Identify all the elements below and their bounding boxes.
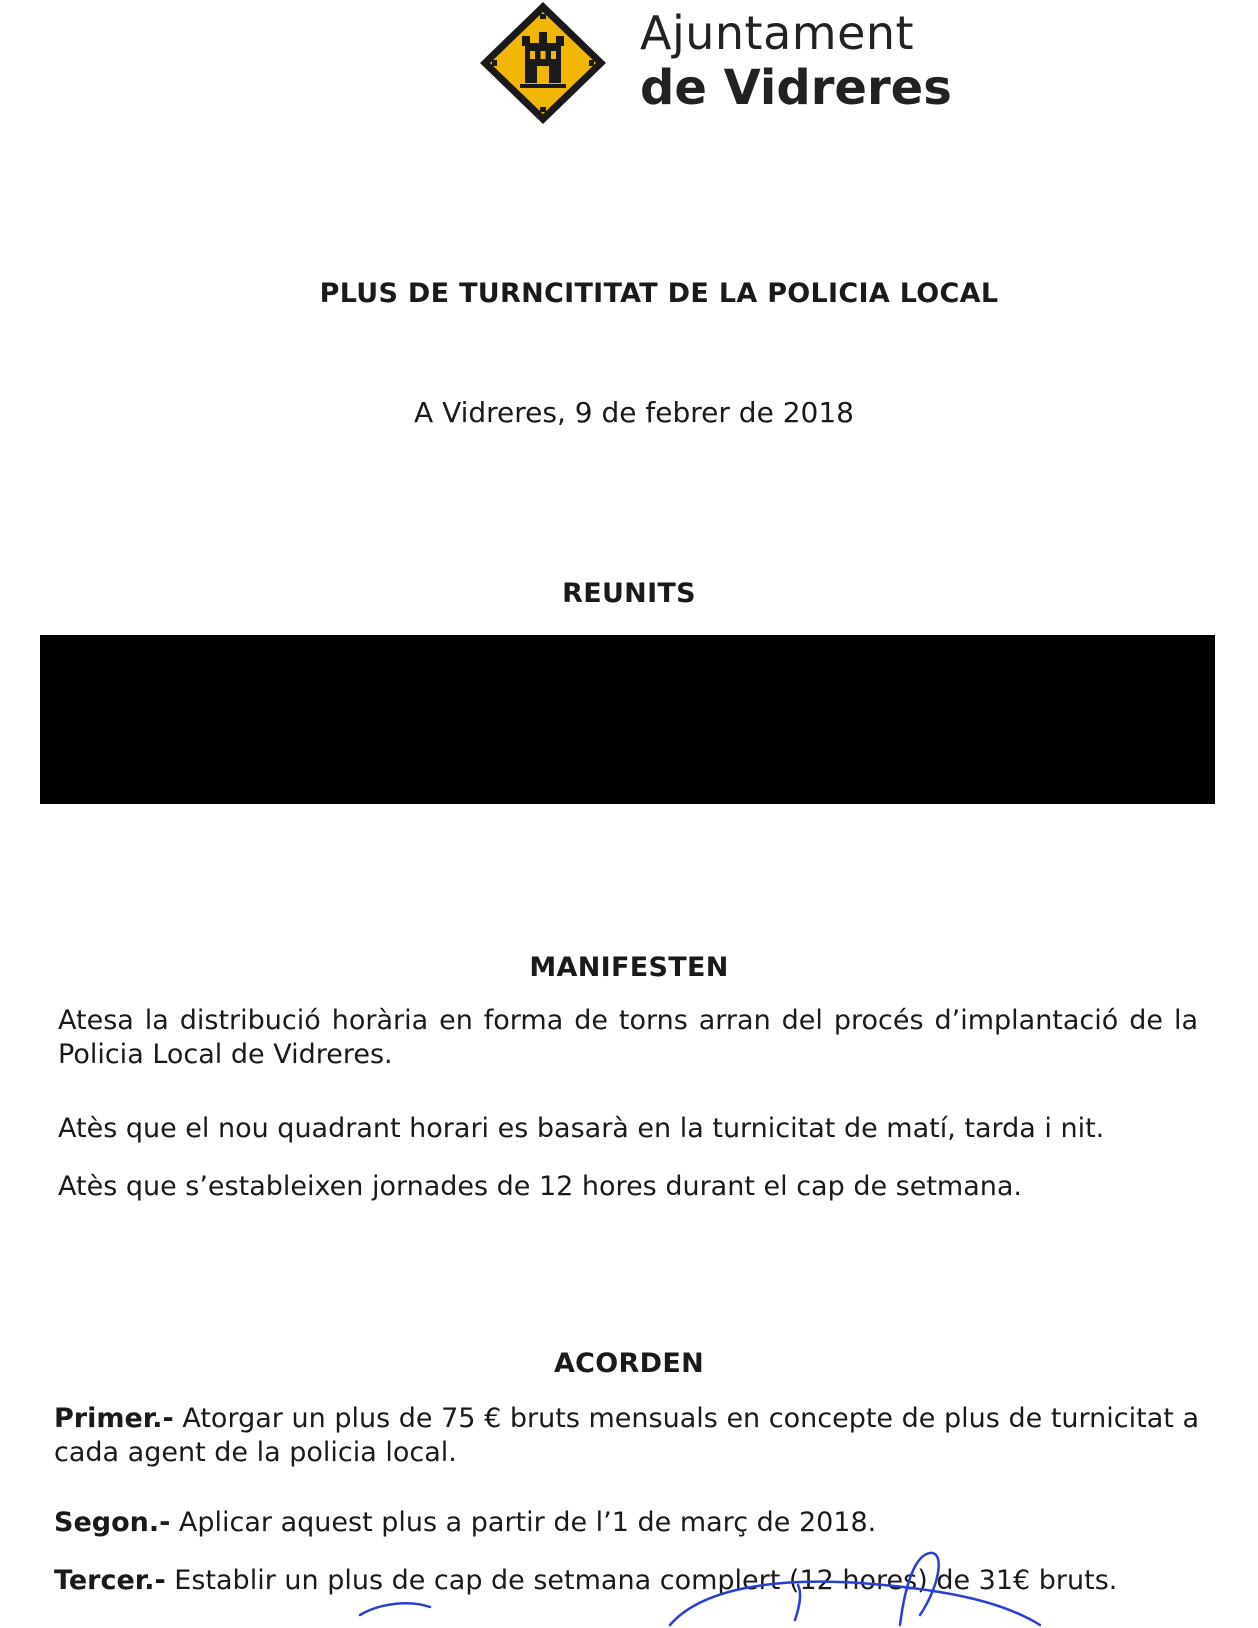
manifesten-heading: MANIFESTEN [529, 952, 729, 983]
agreement-label: Segon.- [54, 1507, 171, 1538]
agreement-text: Establir un plus de cap de setmana complert (12 hores) de 31€ bruts. [165, 1565, 1118, 1596]
agreement-item-primer [54, 1402, 1199, 1470]
agreement-text: Atorgar un plus de 75 € bruts mensuals en concepte de plus de turnicitat a cada agent de la policia local. [54, 1403, 1199, 1468]
manifest-paragraph: Atès que el nou quadrant horari es basarà en la turnicitat de matí, tarda i nit. [58, 1113, 1105, 1144]
manifest-paragraph: Atesa la distribució horària en forma de torns arran del procés d’implantació de la Policia Local de Vidreres. [58, 1005, 1198, 1070]
agreement-item-segon [54, 1506, 1199, 1540]
org-name-line1: Ajuntament [640, 6, 915, 60]
document-title: PLUS DE TURNCITITAT DE LA POLICIA LOCAL [319, 278, 999, 309]
municipal-emblem-logo [478, 0, 608, 126]
manifest-paragraph: Atès que s’estableixen jornades de 12 hores durant el cap de setmana. [58, 1171, 1022, 1202]
acorden-heading: ACORDEN [553, 1348, 704, 1379]
org-name-line2: de Vidreres [640, 60, 952, 116]
agreement-label: Tercer.- [54, 1565, 166, 1596]
redaction-bar [40, 635, 1215, 804]
reunits-heading: REUNITS [562, 578, 696, 609]
place-date: A Vidreres, 9 de febrer de 2018 [414, 396, 854, 429]
agreement-text: Aplicar aquest plus a partir de l’1 de març de 2018. [170, 1507, 877, 1538]
agreement-label: Primer.- [54, 1403, 174, 1434]
handwritten-signature [340, 1545, 1120, 1628]
